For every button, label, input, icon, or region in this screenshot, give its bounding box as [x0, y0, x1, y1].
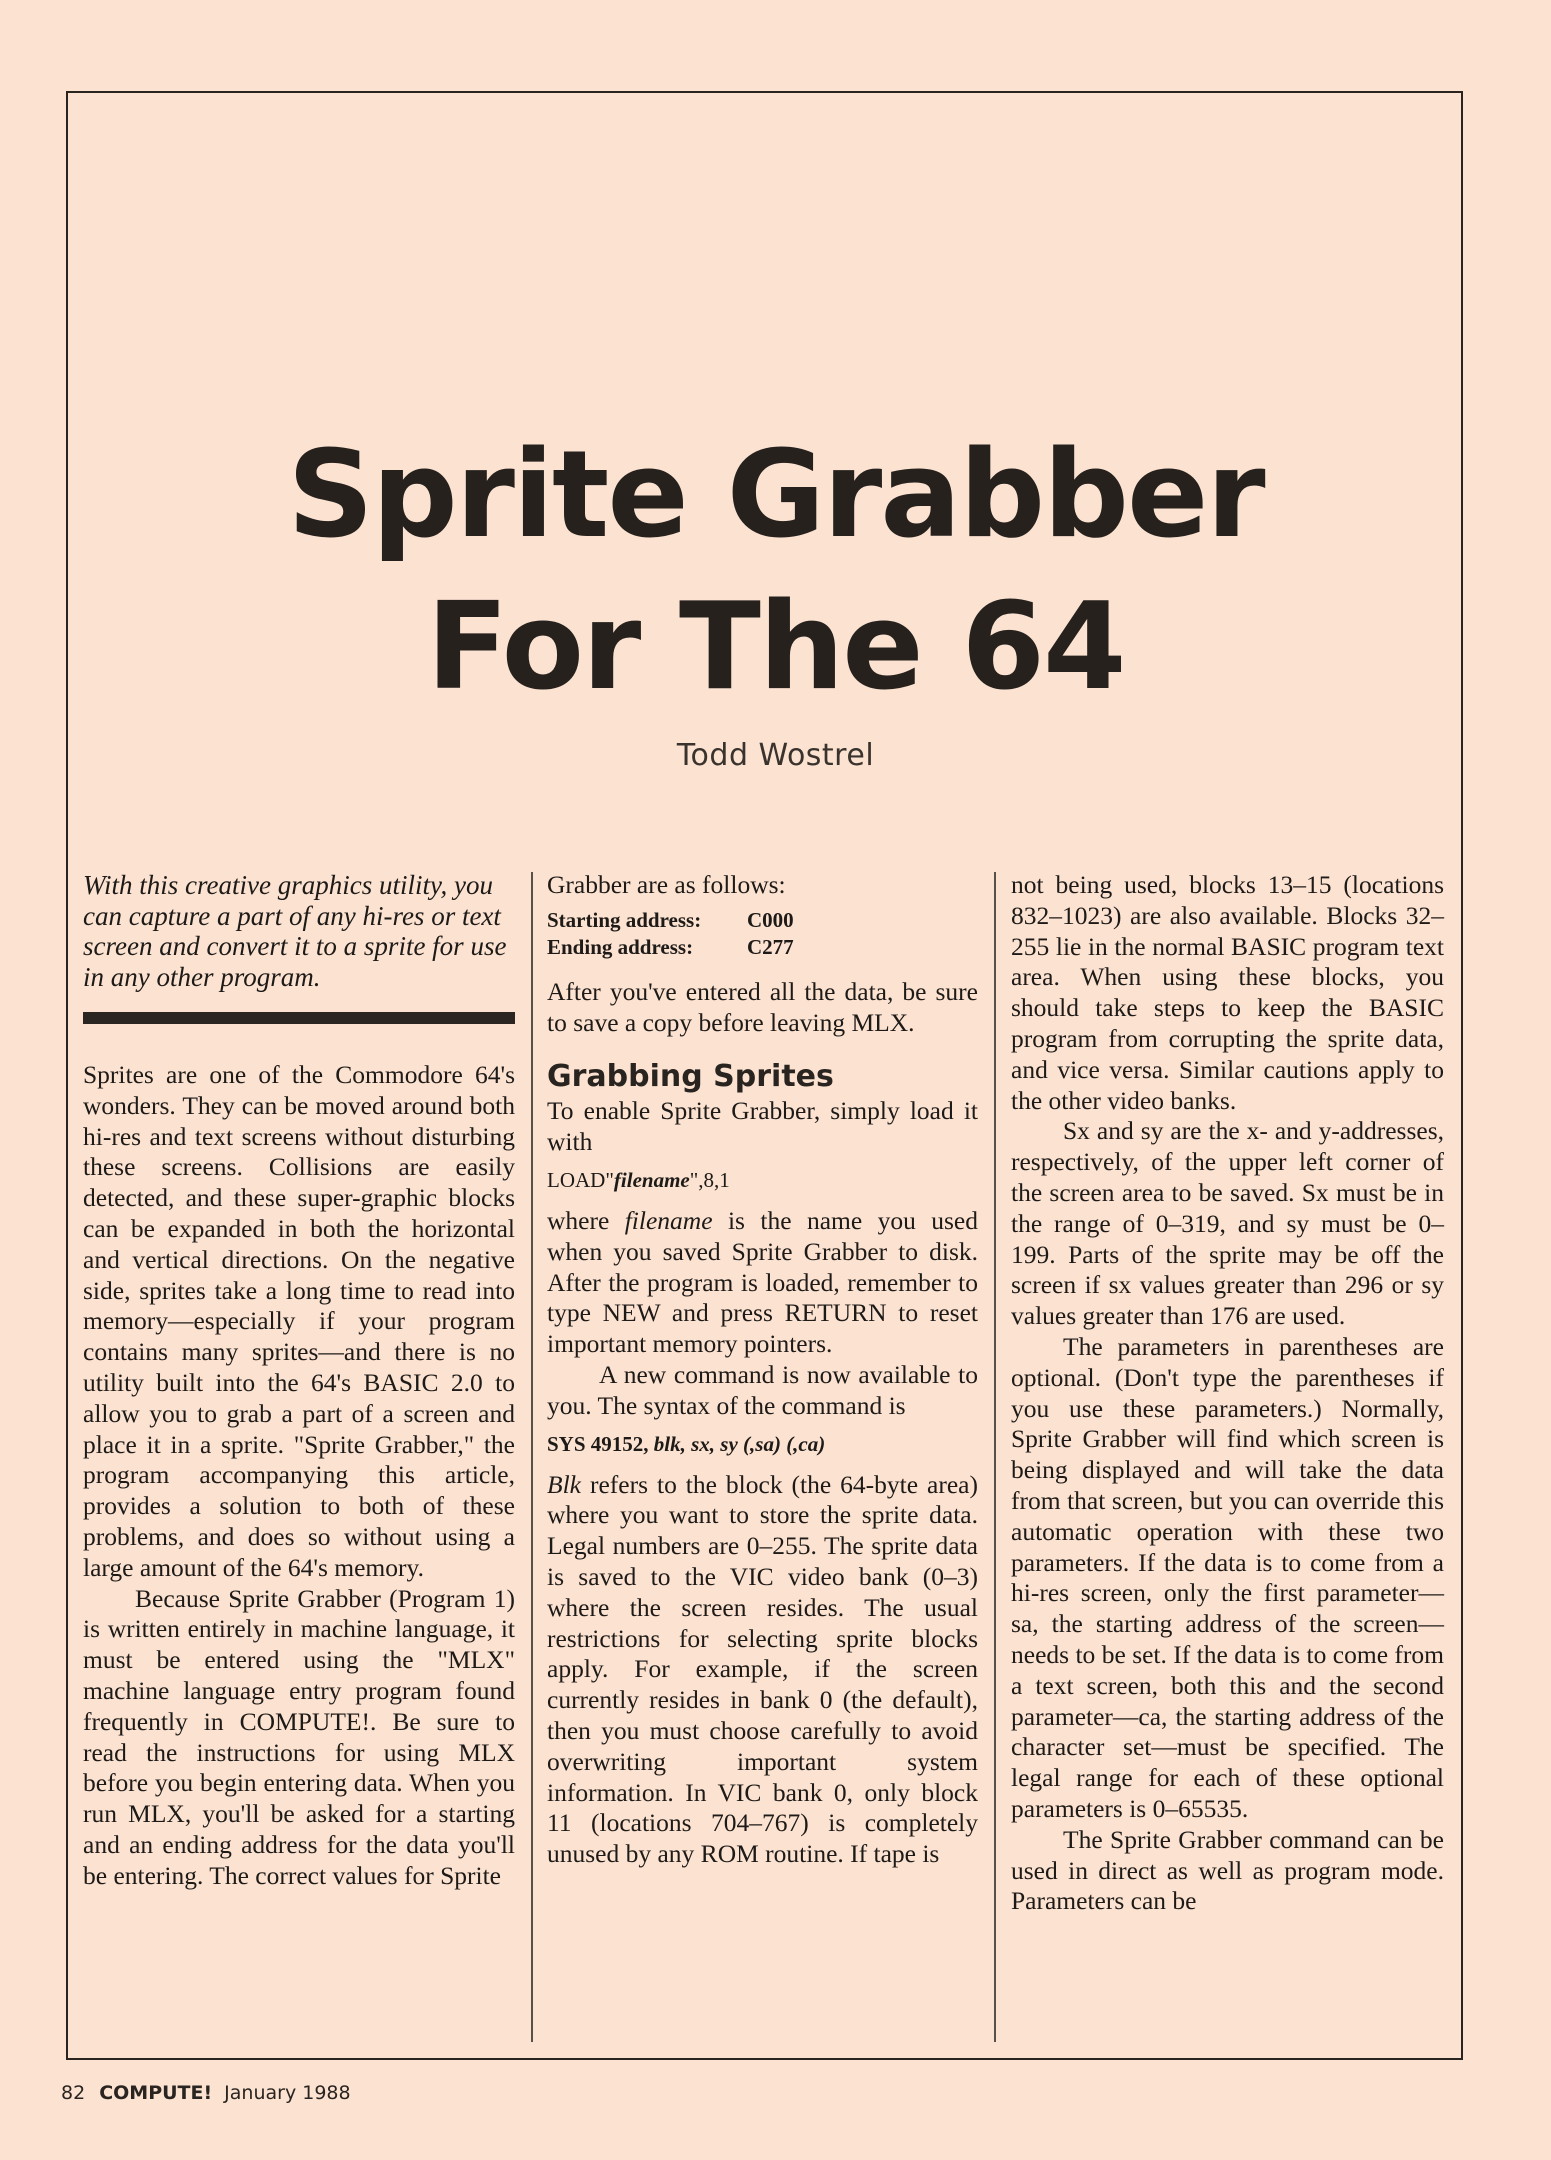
body-paragraph: A new command is now available to you. The syntax of the command is: [547, 1359, 978, 1420]
title-line-1: Sprite Grabber: [287, 426, 1264, 565]
load-cmd-arg: filename: [613, 1167, 690, 1192]
issue-date: January 1988: [224, 2082, 351, 2104]
sys-cmd-text: SYS 49152,: [547, 1431, 649, 1456]
address-table: [547, 907, 978, 961]
body-paragraph: Because Sprite Grabber (Program 1) is written entirely in machine language, it must be entered using the "MLX" machine language entry program found frequently in COMPUTE!. Be sure to read the instructions for using MLX before you begin entering data. When you run MLX, you'll be asked for a starting and an ending address for the data you'll be entering. The correct values for Sprite: [83, 1583, 515, 1890]
author-byline: Todd Wostrel: [676, 738, 875, 773]
start-address-label: Starting address:: [547, 907, 702, 932]
emphasis-filename: filename: [624, 1205, 713, 1235]
body-paragraph: [547, 1470, 978, 1870]
end-address-row: [547, 934, 978, 961]
column-3: [1011, 870, 1444, 1917]
body-paragraph: Grabber are as follows:: [547, 870, 786, 899]
section-heading: Grabbing Sprites: [547, 1059, 834, 1095]
intro-divider: [83, 1012, 515, 1024]
body-paragraph: The parameters in parentheses are optional. (Don't type the parentheses if you use these parameters.) Normally, Sprite Grabber will find which screen is being displayed and will take the data from that screen, but you can override this automatic operation with these two parameters. If the data is to come from a hi-res screen, only the first parameter—sa, the starting address of the screen—needs to be set. If the data is to come from a text screen, both this and the second parameter—ca, the starting address of the character set—must be specified. The legal range for each of these optional parameters is 0–65535.: [1011, 1331, 1444, 1823]
column-1: [83, 870, 515, 1892]
load-cmd-text: LOAD": [547, 1167, 614, 1192]
start-address-value: C000: [747, 907, 794, 932]
body-paragraph: [547, 1206, 978, 1360]
text-run: where: [547, 1205, 625, 1235]
column-rule-2: [994, 872, 996, 2042]
load-command: [547, 1166, 978, 1194]
intro-blurb: With this creative graphics utility, you can capture a part of any hi-res or text screen and convert it to a sprite for use in any other program.: [83, 870, 507, 992]
end-address-label: Ending address:: [547, 934, 694, 959]
load-cmd-tail: ",8,1: [689, 1167, 730, 1192]
body-paragraph: To enable Sprite Grabber, simply load it with: [547, 1096, 978, 1157]
title-line-2: For The 64: [426, 578, 1125, 717]
article-title: [0, 420, 1551, 724]
body-paragraph: not being used, blocks 13–15 (locations 832–1023) are also available. Blocks 32–255 lie in the normal BASIC program text area. When using these blocks, you should take steps to keep the BASIC program from corrupting the sprite data, and vice versa. Similar cautions apply to the other video banks.: [1011, 870, 1444, 1115]
body-paragraph: After you've entered all the data, be sure to save a copy before leaving MLX.: [547, 976, 978, 1037]
body-paragraph: Sprites are one of the Commodore 64's wonders. They can be moved around both hi-res and text screens without disturbing these screens. Collisions are easily detected, and these super-graphic blocks can be expanded in both the horizontal and vertical directions. On the negative side, sprites take a long time to read into memory—especially if your program contains many sprites—and there is no utility built into the 64's BASIC 2.0 to allow you to grab a part of a screen and place it in a sprite. "Sprite Grabber," the program accompanying this article, provides a solution to both of these problems, and does so without using a large amount of the 64's memory.: [83, 1060, 515, 1582]
sys-command: [547, 1430, 978, 1458]
text-run: is the name you used when you saved Sprite Grabber to disk. After the program is loaded, remember to type NEW and press RETURN to reset important memory pointers.: [547, 1205, 979, 1359]
end-address-value: C277: [747, 934, 794, 959]
column-rule-1: [531, 872, 533, 2042]
column-2: [547, 870, 978, 1870]
emphasis-blk: Blk: [547, 1469, 581, 1499]
body-paragraph: Sx and sy are the x- and y-addresses, respectively, of the upper left corner of the screen area to be saved. Sx must be in the range of 0–319, and sy must be 0–199. Parts of the sprite may be off the screen if sx values greater than 296 or sy values greater than 176 are used.: [1011, 1116, 1444, 1331]
sys-cmd-args: blk, sx, sy (,sa) (,ca): [648, 1431, 826, 1456]
text-run: refers to the block (the 64-byte area) where you want to store the sprite data. Legal numbers are 0–255. The sprite data is saved to the VIC video bank (0–3) where the screen resides. The usual restrictions for selecting sprite blocks apply. For example, if the screen currently resides in bank 0 (the default), then you must choose carefully to avoid overwriting important system information. In VIC bank 0, only block 11 (locations 704–767) is completely unused by any ROM routine. If tape is: [547, 1469, 978, 1869]
page-footer: [61, 2082, 351, 2104]
magazine-name: COMPUTE!: [99, 2082, 213, 2104]
body-paragraph: The Sprite Grabber command can be used in direct as well as program mode. Parameters can be: [1011, 1824, 1444, 1916]
page-number: 82: [61, 2082, 86, 2104]
start-address-row: [547, 907, 978, 934]
